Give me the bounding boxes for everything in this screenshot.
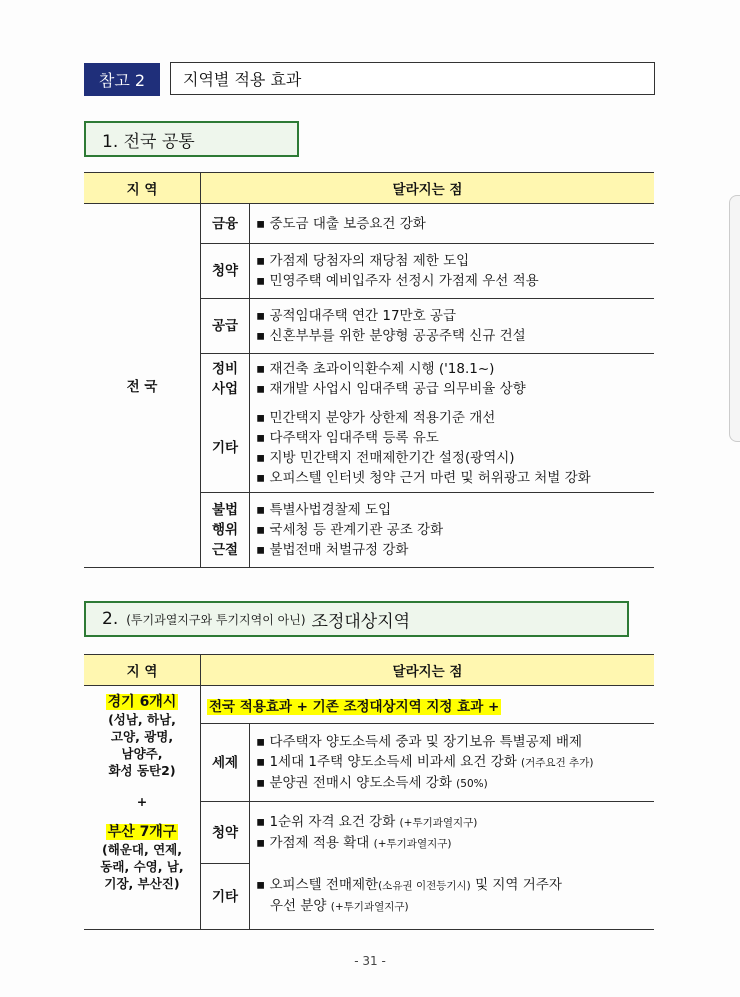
list-item: ▪ 재개발 사업시 임대주택 공급 의무비율 상향 bbox=[256, 379, 648, 399]
list-item: ▪ 가점제 당첨자의 재당첨 제한 도입 bbox=[256, 251, 648, 271]
gyeonggi-label: 경기 6개시 bbox=[107, 694, 177, 710]
region-cell: 전 국 bbox=[84, 204, 201, 568]
list-item: ▪ 지방 민간택지 전매제한기간 설정(광역시) bbox=[256, 448, 648, 468]
region-header: 지 역 bbox=[84, 173, 201, 204]
list-item: ▪ 민간택지 분양가 상한제 적용기준 개선 bbox=[256, 408, 648, 428]
busan-label: 부산 7개구 bbox=[107, 824, 177, 840]
section1-title: 1. 전국 공통 bbox=[102, 131, 195, 152]
list-item: ▪ 신혼부부를 위한 분양형 공공주택 신규 건설 bbox=[256, 326, 648, 346]
list-item: ▪ 다주택자 양도소득세 중과 및 장기보유 특별공제 배제 bbox=[256, 732, 648, 752]
category-cell: 청약 bbox=[201, 802, 250, 864]
list-item: ▪ 오피스텔 인터넷 청약 근거 마련 및 허위광고 처벌 강화 bbox=[256, 468, 648, 488]
items-cell bbox=[250, 492, 655, 567]
banner-cell bbox=[201, 686, 655, 724]
list-item-continuation: 우선 분양 (+투기과열지구) bbox=[270, 898, 409, 915]
items-cell bbox=[250, 244, 655, 299]
section2-subtitle: (투기과열지구와 투기지역이 아닌) bbox=[126, 612, 306, 627]
list-item: ▪ 특별사법경찰제 도입 bbox=[256, 500, 648, 520]
category-cell: 기타 bbox=[201, 404, 250, 493]
section1-header-row bbox=[84, 173, 654, 204]
side-scroll-handle[interactable] bbox=[729, 195, 740, 442]
list-item: ▪ 공적임대주택 연간 17만호 공급 bbox=[256, 306, 648, 326]
section2-number: 2. bbox=[102, 609, 119, 629]
category-cell: 공급 bbox=[201, 299, 250, 354]
items-cell bbox=[250, 864, 655, 930]
items-cell bbox=[250, 204, 655, 244]
section2-header-row bbox=[84, 655, 654, 686]
section2-heading bbox=[84, 601, 629, 637]
region-header: 지 역 bbox=[84, 655, 201, 686]
list-item: ▪ 분양권 전매시 양도소득세 강화 (50%) bbox=[256, 773, 648, 794]
table-row bbox=[84, 204, 654, 244]
items-cell bbox=[250, 354, 655, 404]
items-cell bbox=[250, 724, 655, 802]
list-item: ▪ 오피스텔 전매제한(소유권 이전등기시) 및 지역 거주자 bbox=[256, 875, 648, 896]
list-item: ▪ 중도금 대출 보증요건 강화 bbox=[256, 214, 648, 234]
category-cell: 청약 bbox=[201, 244, 250, 299]
items-cell bbox=[250, 802, 655, 864]
section2-table bbox=[84, 654, 654, 930]
page-number: - 31 - bbox=[354, 954, 386, 968]
banner-row bbox=[84, 686, 654, 724]
list-item: ▪ 1세대 1주택 양도소득세 비과세 요건 강화 (거주요건 추가) bbox=[256, 752, 648, 773]
diff-header: 달라지는 점 bbox=[201, 655, 655, 686]
category-cell: 금융 bbox=[201, 204, 250, 244]
list-item: ▪ 불법전매 처벌규정 강화 bbox=[256, 540, 648, 560]
section2-title: 조정대상지역 bbox=[311, 611, 411, 632]
items-cell bbox=[250, 299, 655, 354]
section1-heading bbox=[84, 121, 299, 157]
diff-header: 달라지는 점 bbox=[201, 173, 655, 204]
list-item: ▪ 국세청 등 관계기관 공조 강화 bbox=[256, 520, 648, 540]
section1-table bbox=[84, 172, 654, 568]
region-cell: 경기 6개시 (성남, 하남, 고양, 광명, 남양주, 화성 동탄2) + 부산 7개구 (해운대, 연제, 동래, 수영, 남, 기장, 부산진) bbox=[84, 686, 201, 930]
reference-tag: 참고 2 bbox=[84, 63, 160, 96]
list-item: ▪ 재건축 초과이익환수제 시행 ('18.1~) bbox=[256, 359, 648, 379]
category-cell: 정비 사업 bbox=[201, 354, 250, 404]
list-item: ▪ 다주택자 임대주택 등록 유도 bbox=[256, 428, 648, 448]
items-cell bbox=[250, 404, 655, 493]
list-item: ▪ 1순위 자격 요건 강화 (+투기과열지구) bbox=[256, 812, 648, 833]
category-cell: 기타 bbox=[201, 864, 250, 930]
list-item: ▪ 민영주택 예비입주자 선정시 가점제 우선 적용 bbox=[256, 271, 648, 291]
reference-title: 지역별 적용 효과 bbox=[170, 62, 655, 95]
list-item: ▪ 가점제 적용 확대 (+투기과열지구) bbox=[256, 833, 648, 854]
banner-text: 전국 적용효과 + 기존 조정대상지역 지정 효과 + bbox=[209, 698, 500, 715]
category-cell: 세제 bbox=[201, 724, 250, 802]
category-cell: 불법 행위 근절 bbox=[201, 492, 250, 567]
